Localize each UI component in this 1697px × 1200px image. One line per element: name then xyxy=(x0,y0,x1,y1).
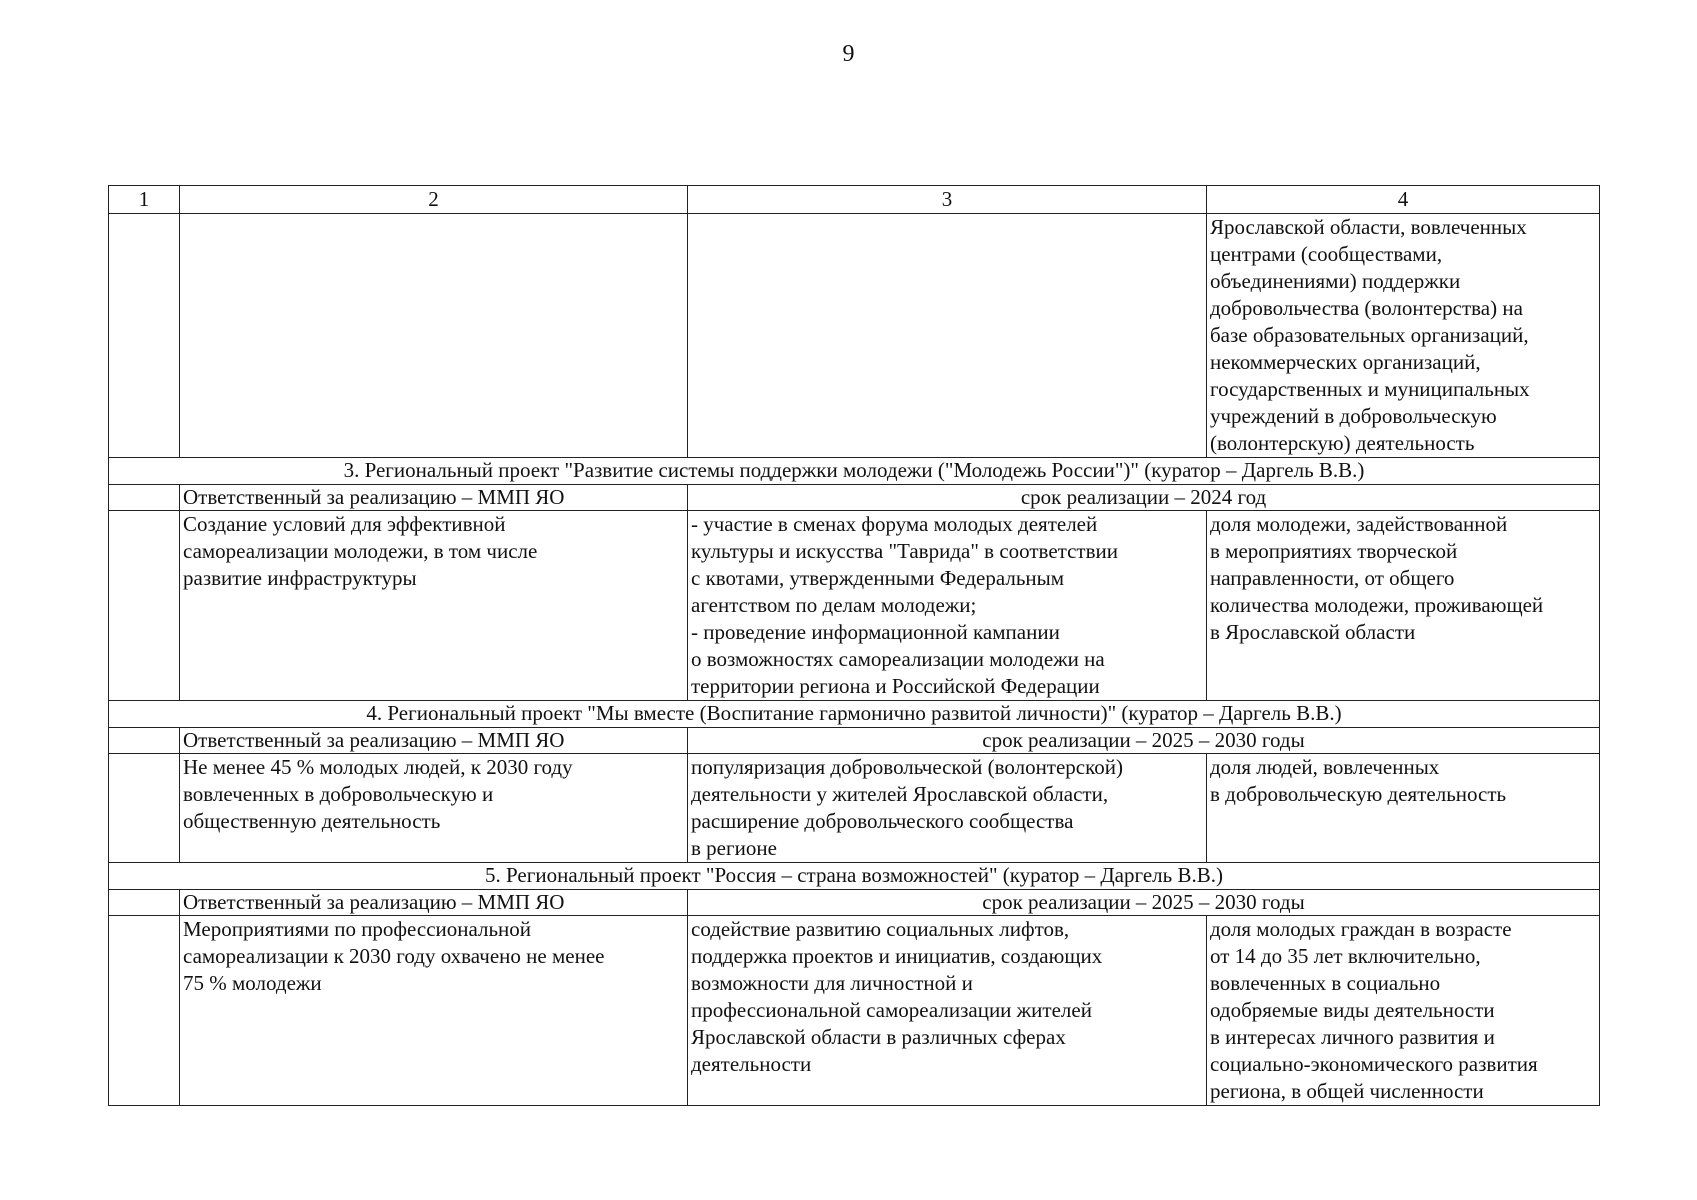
responsible-row xyxy=(109,728,1600,754)
empty-cell xyxy=(109,728,180,754)
table-header-row xyxy=(109,186,1600,214)
continuation-row xyxy=(109,214,1600,458)
column-number-3: 3 xyxy=(688,186,1207,214)
section-title: 4. Региональный проект "Мы вместе (Воспитание гармонично развитой личности)" (куратор – Даргель В.В.) xyxy=(109,701,1600,728)
actions-cell: содействие развитию социальных лифтов, поддержка проектов и инициатив, создающих возможности для личностной и профессиональной самореализации жителей Ярославской области в различных сферах деятельности xyxy=(688,916,1207,1106)
responsible-row xyxy=(109,485,1600,511)
actions-cell: - участие в сменах форума молодых деятелей культуры и искусства "Таврида" в соответствии с квотами, утвержденными Федеральным агентством по делам молодежи; - проведение информационной кампании о возможностях самореализации молодежи на территории региона и Российской Федерации xyxy=(688,511,1207,701)
empty-cell xyxy=(688,214,1207,458)
empty-cell xyxy=(109,890,180,916)
empty-cell xyxy=(109,214,180,458)
indicator-cell: доля людей, вовлеченных в добровольческую деятельность xyxy=(1207,754,1600,863)
responsible-row xyxy=(109,890,1600,916)
section-title: 5. Региональный проект "Россия – страна возможностей" (куратор – Даргель В.В.) xyxy=(109,863,1600,890)
section-title-row xyxy=(109,701,1600,728)
content-row xyxy=(109,511,1600,701)
empty-cell xyxy=(109,511,180,701)
responsible-label: Ответственный за реализацию – ММП ЯО xyxy=(180,728,688,754)
empty-cell xyxy=(109,754,180,863)
task-cell: Мероприятиями по профессиональной самореализации к 2030 году охвачено не менее 75 % молодежи xyxy=(180,916,688,1106)
column-number-4: 4 xyxy=(1207,186,1600,214)
responsible-label: Ответственный за реализацию – ММП ЯО xyxy=(180,485,688,511)
indicator-cell: Ярославской области, вовлеченных центрами (сообществами, объединениями) поддержки добровольчества (волонтерства) на базе образовательных организаций, некоммерческих организаций, государственных и муниципальных учреждений в добровольческую (волонтерскую) деятельность xyxy=(1207,214,1600,458)
column-number-2: 2 xyxy=(180,186,688,214)
section-title-row xyxy=(109,863,1600,890)
term-label: срок реализации – 2025 – 2030 годы xyxy=(688,728,1600,754)
responsible-label: Ответственный за реализацию – ММП ЯО xyxy=(180,890,688,916)
task-cell: Не менее 45 % молодых людей, к 2030 году вовлеченных в добровольческую и общественную деятельность xyxy=(180,754,688,863)
task-cell: Создание условий для эффективной самореализации молодежи, в том числе развитие инфраструктуры xyxy=(180,511,688,701)
term-label: срок реализации – 2024 год xyxy=(688,485,1600,511)
term-label: срок реализации – 2025 – 2030 годы xyxy=(688,890,1600,916)
empty-cell xyxy=(109,485,180,511)
program-table xyxy=(108,185,1600,1106)
empty-cell xyxy=(109,916,180,1106)
section-title: 3. Региональный проект "Развитие системы поддержки молодежи ("Молодежь России")" (куратор – Даргель В.В.) xyxy=(109,458,1600,485)
section-title-row xyxy=(109,458,1600,485)
indicator-cell: доля молодых граждан в возрасте от 14 до 35 лет включительно, вовлеченных в социально одобряемые виды деятельности в интересах личного развития и социально-экономического развития региона, в общей численности xyxy=(1207,916,1600,1106)
page-number: 9 xyxy=(842,41,855,67)
indicator-cell: доля молодежи, задействованной в мероприятиях творческой направленности, от общего количества молодежи, проживающей в Ярославской области xyxy=(1207,511,1600,701)
content-row xyxy=(109,754,1600,863)
column-number-1: 1 xyxy=(109,186,180,214)
empty-cell xyxy=(180,214,688,458)
content-row xyxy=(109,916,1600,1106)
actions-cell: популяризация добровольческой (волонтерской) деятельности у жителей Ярославской области, расширение добровольческого сообщества в регионе xyxy=(688,754,1207,863)
